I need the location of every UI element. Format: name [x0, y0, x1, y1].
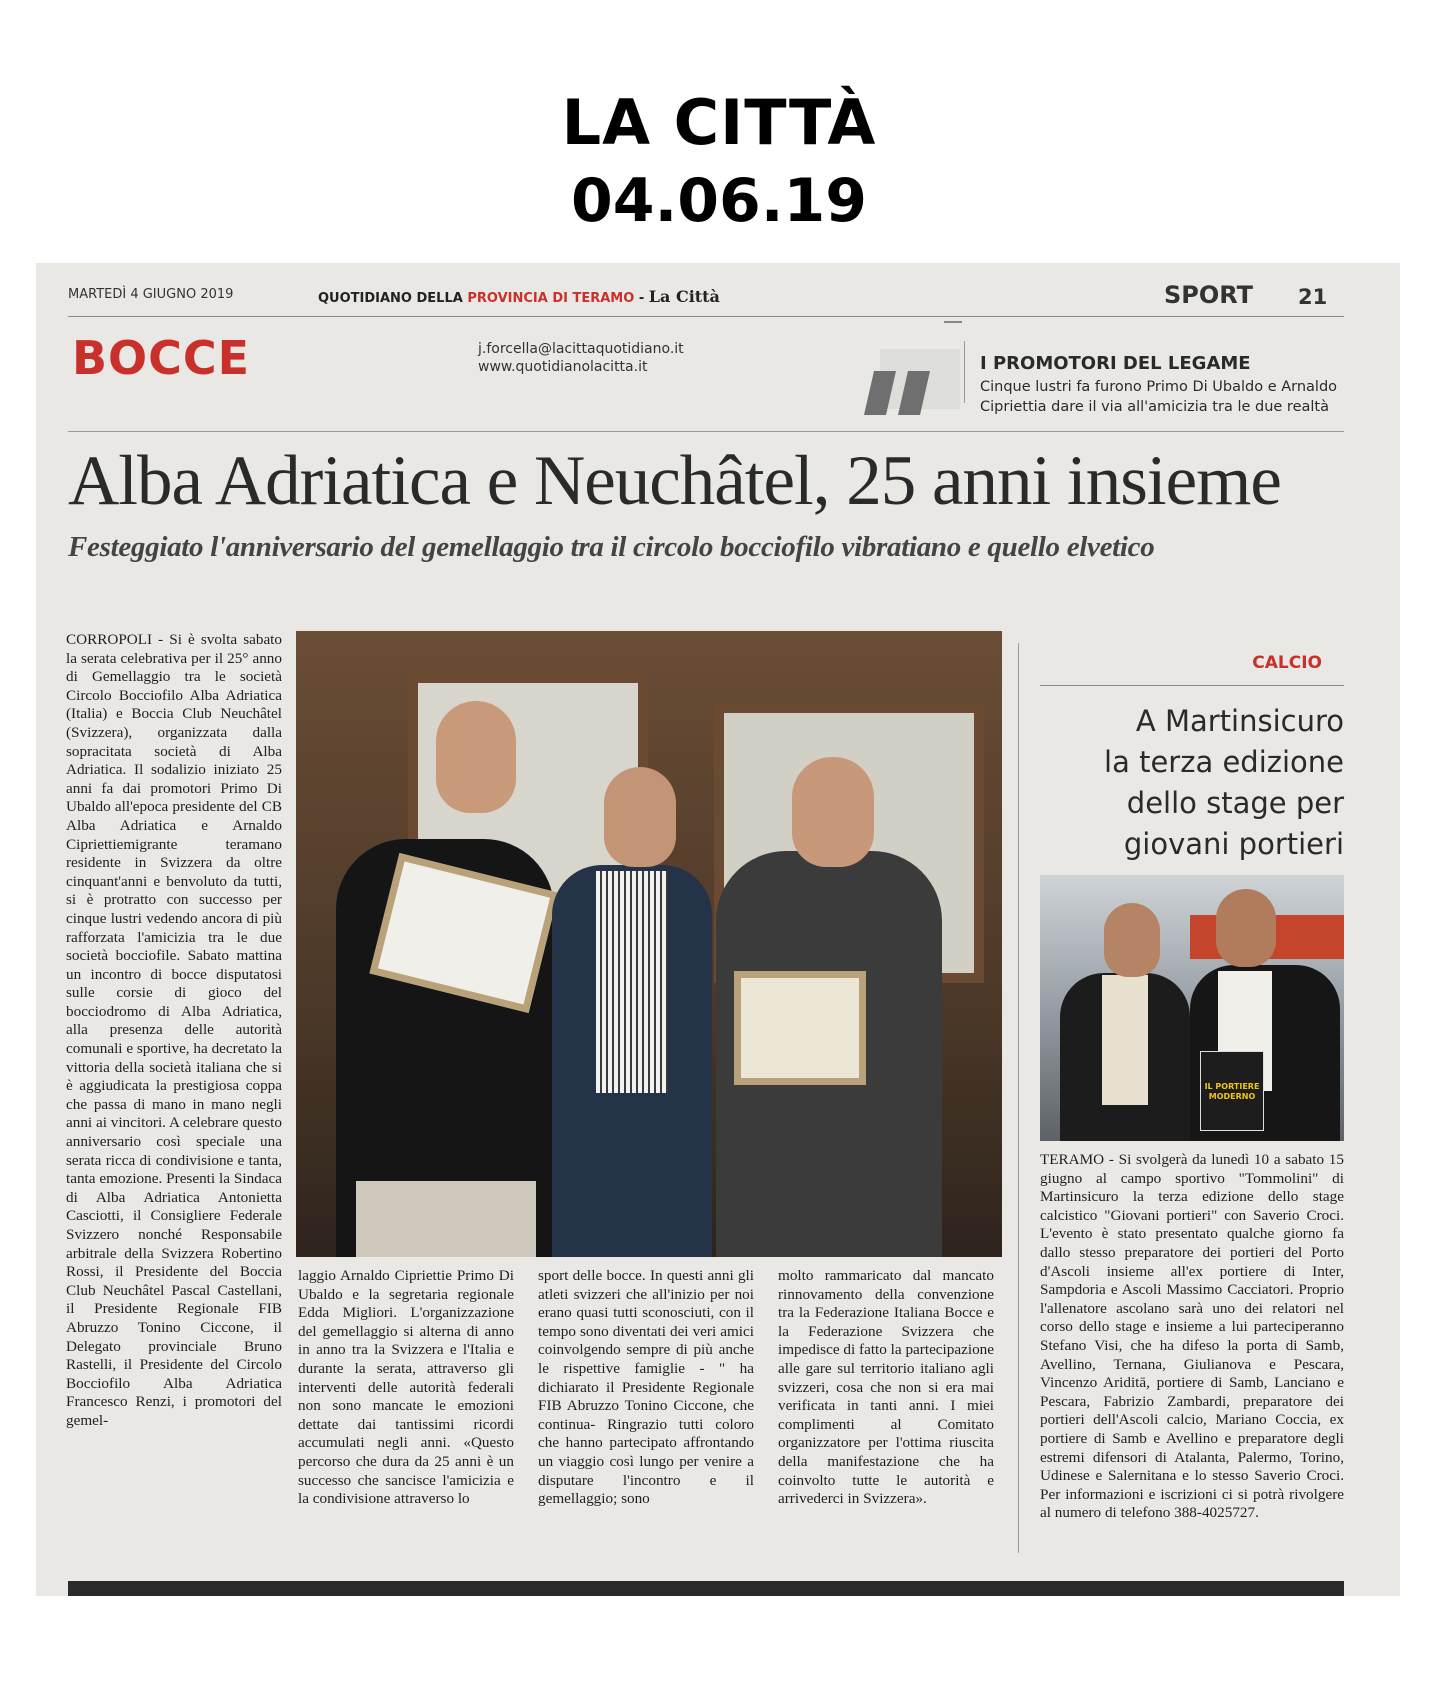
masthead-paper — [318, 287, 720, 306]
footer-band — [68, 1581, 1344, 1596]
article-headline: Alba Adriatica e Neuchâtel, 25 anni insieme — [68, 442, 1281, 520]
sidebar-headline-line3: dello stage per — [1126, 786, 1344, 820]
person-left-head — [436, 701, 516, 813]
masthead-divider — [944, 321, 962, 323]
masthead-date: MARTEDÌ 4 GIUGNO 2019 — [68, 287, 234, 302]
quote-line2: Cipriettia dare il via all'amicizia tra le due realtà — [980, 399, 1329, 415]
article-column-2: laggio Arnaldo Cipriettie Primo Di Ubaldo e la segretaria regionale Edda Migliori. L'organizzazione del gemellaggio si alterna di anno in anno tra la Svizzera e l'Italia e durante la serata, attraverso gli interventi delle autorità federali non sono mancate le emozioni dettate dai tantissimi ricordi accumulati negli anni. «Questo percorso che dura da 25 anni è un successo che sancisce l'amicizia e la condivisione attraverso lo — [298, 1267, 514, 1508]
sidebar-rule — [1040, 685, 1344, 686]
page-date: 04.06.19 — [570, 166, 868, 236]
sidebar-headline — [1040, 701, 1344, 865]
sidebar-body: TERAMO - Si svolgerà da lunedì 10 a sabato 15 giugno al campo sportivo "Tommolini" di Martinsicuro la terza edizione dello stage calcistico "Giovani portieri" con Saverio Croci. L'evento è stato presentato qualche giorno fa dallo stesso preparatore dei portieri del Porto d'Ascoli insieme all'ex portiere di Inter, Sampdoria e Ascoli Massimo Cacciatori. Proprio l'allenatore ascolano sarà uno dei relatori nel corso dello stage e insieme a lui parteciperanno Stefano Visi, che ha difeso la porta di Samb, Avellino, Ternana, Giulianova e Pescara, Vincenzo Ariditā, portiere di Samb, Lanciano e Pescara, Fabrizio Zambardi, preparatore dei portieri dell'Ascoli calcio, Mariano Coccia, ex portiere di Samb e Avellino e preparatore degli estremi difensori di Atalanta, Palermo, Torino, Udinese e Salernitana e lo stesso Saverio Croci. Per informazioni e iscrizioni ci si potrà rivolgere al numero di telefono 388-4025727. — [1040, 1151, 1344, 1522]
person-right-head — [792, 757, 874, 867]
masthead-province: PROVINCIA DI TERAMO — [467, 291, 635, 306]
masthead-dash: - — [638, 291, 645, 306]
man-left-head — [1104, 903, 1160, 977]
quote-line1: Cinque lustri fa furono Primo Di Ubaldo e Arnaldo — [980, 379, 1338, 395]
sidebar-headline-line4: giovani portieri — [1123, 827, 1344, 861]
contact-email: j.forcella@lacittaquotidiano.it — [478, 341, 684, 357]
book-cover: IL PORTIERE MODERNO — [1200, 1051, 1264, 1131]
masthead-rule — [68, 316, 1344, 317]
masthead-logo: La Città — [648, 287, 720, 306]
article-column-3: sport delle bocce. In questi anni gli atleti svizzeri che all'inizio per noi erano quasi tutti sconosciuti, con il tempo sono diventati dei veri amici coinvolgendo sempre di più anche le rispettive famiglie - " ha dichiarato il Presidente Regionale FIB Abruzzo Tonino Ciccone, che continua- Ringrazio tutti coloro che hanno partecipato affrontando un viaggio così lungo per venire a disputare l'incontro e il gemellaggio; sono — [538, 1267, 754, 1508]
page-number: 21 — [1298, 285, 1328, 309]
quote-title: I PROMOTORI DEL LEGAME — [980, 353, 1251, 374]
page-title: LA CITTÀ — [561, 86, 877, 159]
sidebar-photo — [1040, 875, 1344, 1141]
masthead-prefix: QUOTIDIANO DELLA — [318, 291, 463, 306]
man-left-shirt — [1102, 975, 1148, 1105]
newspaper-page — [36, 263, 1400, 1596]
person-left-trousers — [356, 1181, 536, 1257]
sidebar-headline-line1: A Martinsicuro — [1135, 704, 1344, 738]
article-column-4: molto rammaricato dal mancato rinnovamento della convenzione tra la Federazione Italiana Bocce e la Federazione Svizzera che impedisce di fatto la partecipazione alle gare sul territorio italiano agli svizzeri, cosa che non si era mai verificata in tanti anni. I miei complimenti al Comitato organizzatore per l'ottima riuscita della manifestazione che ha coinvolto tutte le autorità e arrivederci in Svizzera». — [778, 1267, 994, 1508]
sidebar-section-calcio: CALCIO — [1252, 653, 1322, 673]
main-photo — [296, 631, 1002, 1257]
sidebar-divider — [1018, 643, 1019, 1553]
contact-website: www.quotidianolacitta.it — [478, 359, 648, 375]
section-sport: SPORT — [1164, 281, 1254, 309]
quote-divider — [964, 341, 965, 403]
quote-mark-icon — [864, 363, 944, 423]
article-column-1: CORROPOLI - Si è svolta sabato la serata celebrativa per il 25° anno di Gemellaggio tra le società Circolo Bocciofilo Alba Adriatica (Italia) e Boccia Club Neuchâtel (Svizzera), organizzata dalla sopracitata società di Alba Adriatica. Il sodalizio iniziato 25 anni fa dai promotori Primo Di Ubaldo all'epoca presidente del CB Alba Adriatica e Arnaldo Cipriettiemigrante teramano residente in Svizzera da oltre cinquant'anni e benvoluto da tutti, si è protratto con successo per cinque lustri vedendo ancora di più rafforzata l'amicizia tra le due società bocciofile. Sabato mattina un incontro di bocce disputatosi sulle corsie di gioco del bocciodromo di Alba Adriatica, alla presenza delle autorità comunali e sportive, ha decretato la vittoria della società italiana che si è aggiudicata la prestigiosa coppa che passa di mano in mano negli anni ai vincitori. A celebrare questo anniversario così speciale una serata ricca di condivisione e tanta, tanta emozione. Presenti la Sindaca di Alba Adriatica Antonietta Casciotti, il Consigliere Federale Svizzero nonché Responsabile arbitrale della Svizzera Robertino Rossi, il Presidente del Boccia Club Neuchâtel Pascal Castellani, il Presidente Regionale FIB Abruzzo Tonino Ciccone, il Delegato provinciale Bruno Rastelli, il Presidente del Circolo Bocciofilo Alba Adriatica Francesco Renzi, i promotori del gemel- — [66, 631, 282, 1429]
sidebar-headline-line2: la terza edizione — [1104, 745, 1344, 779]
plaque-right — [734, 971, 866, 1085]
person-center-shirt — [596, 871, 668, 1093]
person-center-head — [604, 767, 676, 867]
header-rule — [68, 431, 1344, 432]
article-subhead: Festeggiato l'anniversario del gemellaggio tra il circolo bocciofilo vibratiano e quello elvetico — [68, 531, 1155, 563]
section-label-bocce: BOCCE — [72, 331, 251, 385]
man-right-head — [1216, 889, 1276, 967]
